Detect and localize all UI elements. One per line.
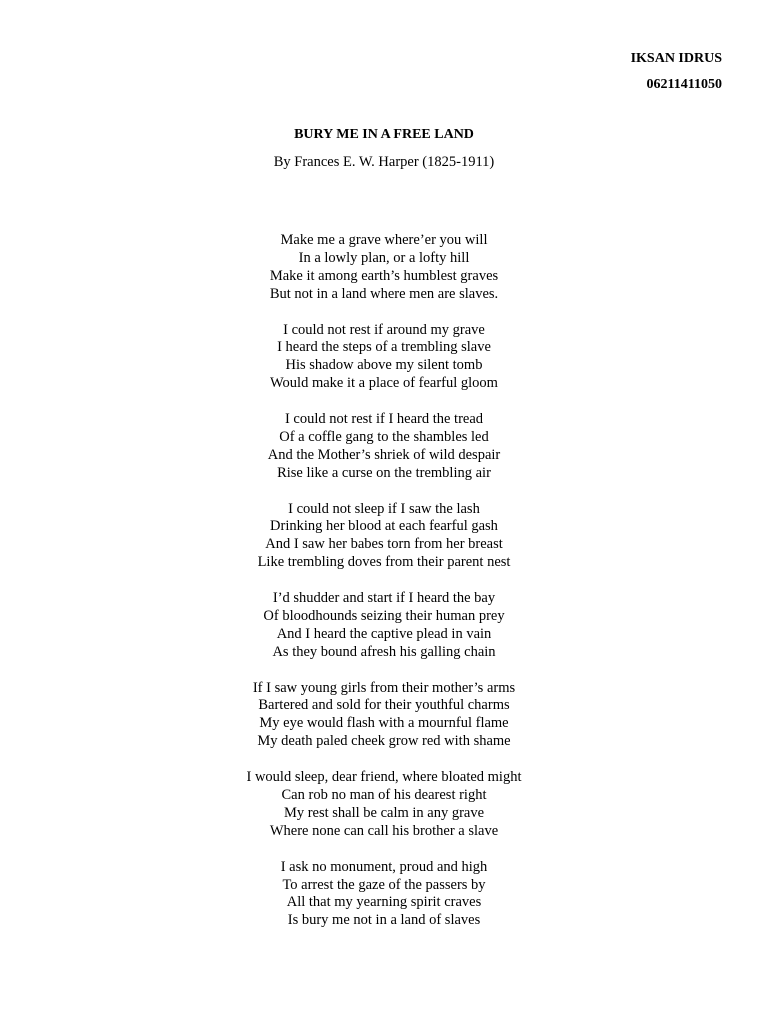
poem-stanza	[0, 411, 768, 483]
poem-line: Make it among earth’s humblest graves	[269, 267, 499, 284]
poem-line: And I heard the captive plead in vain	[276, 625, 492, 642]
poem-line: Bartered and sold for their youthful charms	[258, 697, 510, 714]
poem-title: BURY ME IN A FREE LAND	[294, 127, 474, 142]
student-name: IKSAN IDRUS	[630, 51, 722, 66]
poem-line: My eye would flash with a mournful flame	[259, 715, 509, 732]
poem-line: Rise like a curse on the trembling air	[277, 464, 491, 481]
poem-stanza	[0, 680, 768, 752]
poem-line: Is bury me not in a land of slaves	[287, 912, 481, 929]
poem-line: Would make it a place of fearful gloom	[270, 375, 498, 392]
poem-line: Make me a grave where’er you will	[280, 232, 488, 248]
poem-line: My rest shall be calm in any grave	[283, 804, 485, 821]
poem-stanza	[0, 769, 768, 841]
poem-line: All that my yearning spirit craves	[286, 894, 482, 911]
poem-line: I could not rest if around my grave	[283, 321, 485, 338]
poem-line: I’d shudder and start if I heard the bay	[272, 590, 496, 607]
poem-line: I could not rest if I heard the tread	[284, 411, 484, 428]
poem-line: His shadow above my silent tomb	[285, 357, 483, 374]
poem-line: In a lowly plan, or a lofty hill	[298, 249, 470, 266]
poem-body	[0, 232, 768, 948]
poem-byline: By Frances E. W. Harper (1825-1911)	[273, 154, 495, 170]
poem-line: If I saw young girls from their mother’s arms	[252, 679, 516, 696]
poem-stanza	[0, 232, 768, 304]
poem-line: But not in a land where men are slaves.	[269, 285, 499, 302]
poem-line: As they bound afresh his galling chain	[272, 643, 496, 660]
student-id: 06211411050	[646, 77, 722, 92]
poem-line: Drinking her blood at each fearful gash	[270, 518, 498, 535]
poem-line: Where none can call his brother a slave	[269, 822, 499, 839]
poem-line: And I saw her babes torn from her breast	[265, 536, 503, 553]
poem-line: I would sleep, dear friend, where bloated might	[246, 769, 522, 786]
poem-stanza	[0, 501, 768, 573]
author-header	[631, 46, 722, 98]
poem-stanza	[0, 859, 768, 931]
poem-stanza	[0, 590, 768, 662]
poem-line: Of bloodhounds seizing their human prey	[263, 607, 505, 624]
poem-line: I could not sleep if I saw the lash	[288, 500, 480, 517]
poem-line: Can rob no man of his dearest right	[281, 787, 487, 803]
poem-line: And the Mother’s shriek of wild despair	[267, 446, 501, 463]
poem-line: I heard the steps of a trembling slave	[277, 339, 491, 356]
poem-stanza	[0, 322, 768, 394]
poem-line: Like trembling doves from their parent nest	[257, 554, 511, 571]
poem-line: To arrest the gaze of the passers by	[282, 876, 486, 893]
poem-line: My death paled cheek grow red with shame	[257, 733, 511, 750]
poem-line: I ask no monument, proud and high	[280, 858, 488, 875]
poem-line: Of a coffle gang to the shambles led	[279, 428, 489, 445]
